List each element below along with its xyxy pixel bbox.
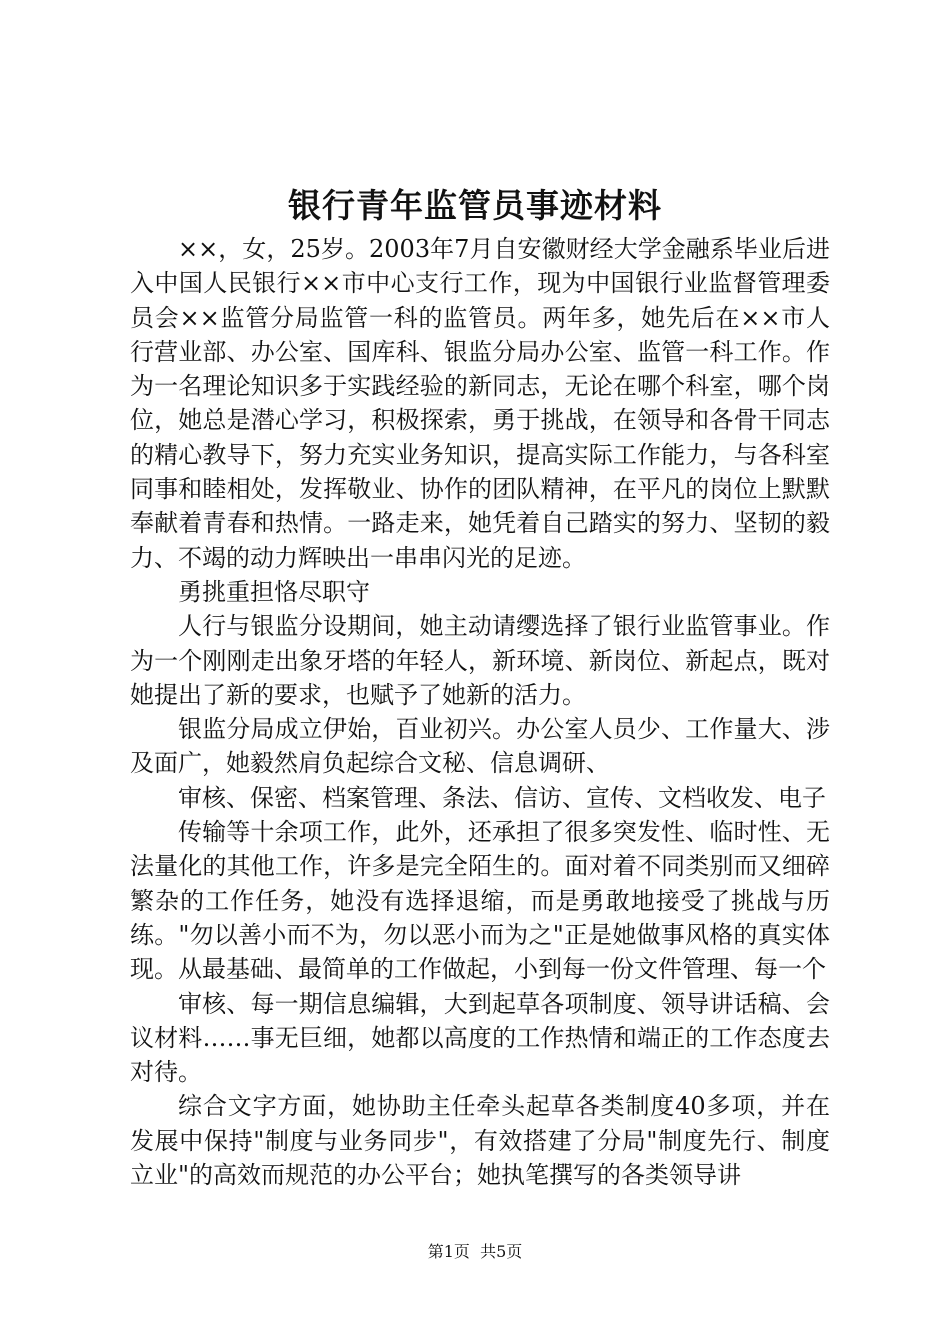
page-footer xyxy=(0,1240,950,1264)
paragraph: 人行与银监分设期间，她主动请缨选择了银行业监管事业。作为一个刚刚走出象牙塔的年轻人，新环境、新岗位、新起点，既对她提出了新的要求，也赋予了她新的活力。 xyxy=(130,612,830,709)
paragraph: 传输等十余项工作，此外，还承担了很多突发性、临时性、无法量化的其他工作，许多是完全陌生的。面对着不同类别而又细碎繁杂的工作任务，她没有选择退缩，而是勇敢地接受了挑战与历练。"勿以善小而不为，勿以恶小而为之"正是她做事风格的真实体现。从最基础、最简单的工作做起，小到每一份文件管理、每一个 xyxy=(130,818,830,984)
footer-separator xyxy=(470,1242,480,1261)
page-number: 第1页 xyxy=(427,1242,470,1261)
section-heading: 勇挑重担恪尽职守 xyxy=(178,577,370,606)
paragraph: 审核、每一期信息编辑，大到起草各项制度、领导讲话稿、会议材料……事无巨细，她都以高度的工作热情和端正的工作态度去对待。 xyxy=(130,989,830,1087)
page-total: 共5页 xyxy=(480,1242,523,1261)
paragraph-intro: ××，女，25岁。2003年7月自安徽财经大学金融系毕业后进入中国人民银行××市中心支行工作，现为中国银行业监督管理委员会××监管分局监管一科的监管员。两年多，她先后在××市人行营业部、办公室、国库科、银监分局办公室、监管一科工作。作为一名理论知识多于实践经验的新同志，无论在哪个科室，哪个岗位，她总是潜心学习，积极探索，勇于挑战，在领导和各骨干同志的精心教导下，努力充实业务知识，提高实际工作能力，与各科室同事和睦相处，发挥敬业、协作的团队精神，在平凡的岗位上默默奉献着青春和热情。一路走来，她凭着自己踏实的努力、坚韧的毅力、不竭的动力辉映出一串串闪光的足迹。 xyxy=(130,235,830,572)
paragraph: 综合文字方面，她协助主任牵头起草各类制度40多项，并在发展中保持"制度与业务同步"，有效搭建了分局"制度先行、制度立业"的高效而规范的办公平台；她执笔撰写的各类领导讲 xyxy=(130,1092,830,1190)
paragraph: 审核、保密、档案管理、条法、信访、宣传、文档收发、电子 xyxy=(178,783,826,812)
paragraph: 银监分局成立伊始，百业初兴。办公室人员少、工作量大、涉及面广，她毅然肩负起综合文秘、信息调研、 xyxy=(130,715,830,778)
document-body xyxy=(130,232,830,1192)
document-title: 银行青年监管员事迹材料 xyxy=(288,186,662,225)
